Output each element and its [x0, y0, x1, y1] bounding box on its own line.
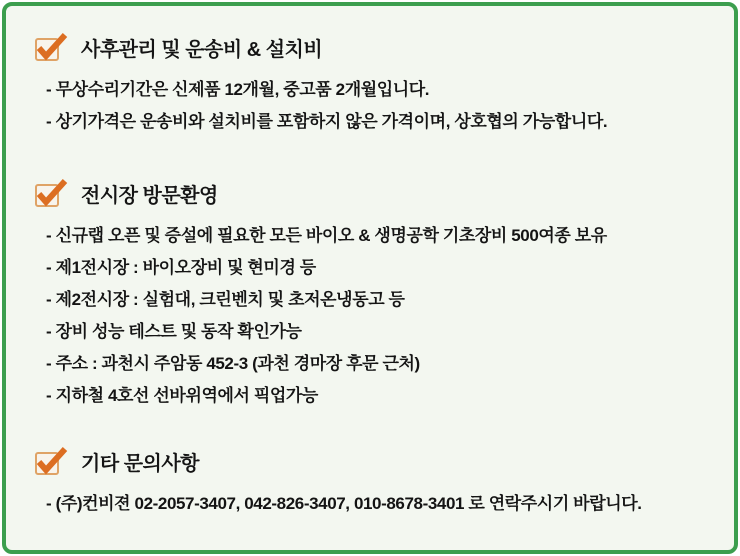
- section-title: 기타 문의사항: [81, 452, 199, 475]
- item-list: [34, 74, 714, 138]
- list-item: - 제1전시장 : 바이오장비 및 현미경 등: [46, 258, 316, 277]
- section-heading: [34, 446, 714, 476]
- section-heading: [34, 178, 714, 208]
- notice-card: [2, 2, 738, 554]
- section-heading: [34, 32, 714, 62]
- item-list: [34, 220, 714, 412]
- list-item: - 제2전시장 : 실험대, 크린벤치 및 초저온냉동고 등: [46, 290, 405, 309]
- section-aftercare-shipping: [34, 32, 714, 138]
- list-item: - 신규랩 오픈 및 증설에 필요한 모든 바이오 & 생명공학 기초장비 500여종 보유: [46, 226, 607, 245]
- list-item: - 무상수리기간은 신제품 12개월, 중고품 2개월입니다.: [46, 80, 430, 99]
- list-item: - (주)컨비젼 02-2057-3407, 042-826-3407, 010-8678-3401 로 연락주시기 바랍니다.: [46, 494, 642, 513]
- item-list: [34, 488, 714, 520]
- list-item: - 주소 : 과천시 주암동 452-3 (과천 경마장 후문 근처): [46, 354, 420, 373]
- checkbox-checked-icon: [34, 178, 68, 208]
- checkbox-checked-icon: [34, 446, 68, 476]
- section-showroom-visit: [34, 178, 714, 412]
- list-item: - 장비 성능 테스트 및 동작 확인가능: [46, 322, 302, 341]
- section-title: 사후관리 및 운송비 & 설치비: [81, 38, 323, 61]
- list-item: - 지하철 4호선 선바위역에서 픽업가능: [46, 386, 318, 405]
- section-other-inquiries: [34, 446, 714, 520]
- list-item: - 상기가격은 운송비와 설치비를 포함하지 않은 가격이며, 상호협의 가능합니다.: [46, 112, 608, 131]
- checkbox-checked-icon: [34, 32, 68, 62]
- section-title: 전시장 방문환영: [81, 184, 218, 207]
